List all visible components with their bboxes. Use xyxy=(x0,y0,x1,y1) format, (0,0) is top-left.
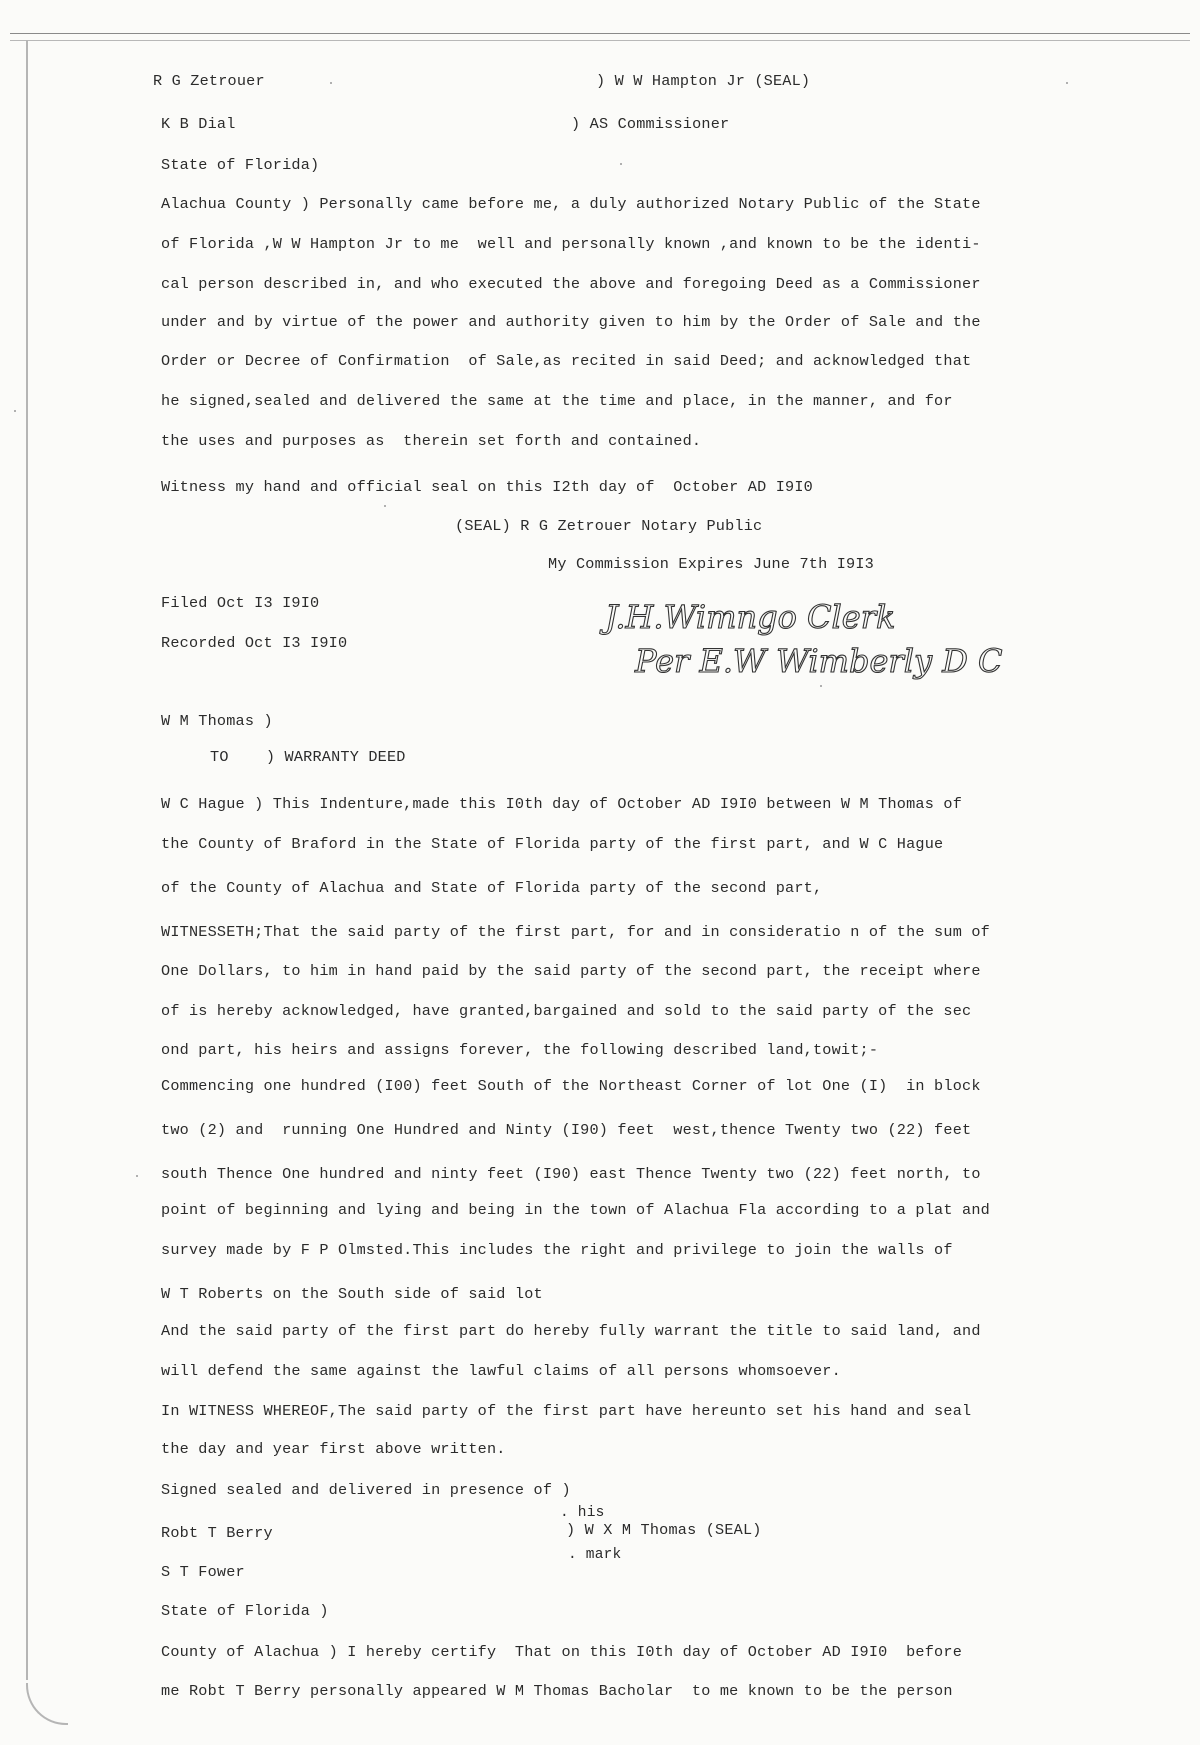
deed-witness-1: Robt T Berry xyxy=(161,1524,273,1542)
ack1-notary: (SEAL) R G Zetrouer Notary Public xyxy=(455,517,763,535)
ink-speck xyxy=(14,410,16,412)
ack1-line: the uses and purposes as therein set forth and contained. xyxy=(161,432,702,450)
deed-signed-line: Signed sealed and delivered in presence of ) xyxy=(161,1481,571,1499)
clerk-signature xyxy=(595,590,1003,690)
deed-line: WITNESSETH;That the said party of the first part, for and in consideratio n of the sum of xyxy=(161,923,990,941)
ink-speck xyxy=(820,685,822,687)
header-left-1: R G Zetrouer xyxy=(153,72,265,90)
deed-title: TO ) WARRANTY DEED xyxy=(210,748,406,766)
top-rule-secondary xyxy=(10,40,1190,41)
ack2-line: me Robt T Berry personally appeared W M Thomas Bacholar to me known to be the person xyxy=(161,1682,953,1700)
deed-line: of the County of Alachua and State of Florida party of the second part, xyxy=(161,879,823,897)
ack1-line: of Florida ,W W Hampton Jr to me well and personally known ,and known to be the identi- xyxy=(161,235,981,253)
ack1-line: under and by virtue of the power and authority given to him by the Order of Sale and the xyxy=(161,313,981,331)
deed-line: two (2) and running One Hundred and Ninty (I90) feet west,thence Twenty two (22) feet xyxy=(161,1121,972,1139)
deed-his: . his xyxy=(560,1505,605,1521)
deed-line: point of beginning and lying and being in the town of Alachua Fla according to a plat and xyxy=(161,1201,990,1219)
clerk-signature-line2: Per E.W Wimberly D C xyxy=(635,642,1003,680)
deed-line: of is hereby acknowledged, have granted,bargained and sold to the said party of the sec xyxy=(161,1002,972,1020)
ack1-line: he signed,sealed and delivered the same at the time and place, in the manner, and for xyxy=(161,392,953,410)
deed-line: W T Roberts on the South side of said lot xyxy=(161,1285,543,1303)
deed-line: Commencing one hundred (I00) feet South of the Northeast Corner of lot One (I) in block xyxy=(161,1077,981,1095)
page-left-edge xyxy=(26,40,28,1680)
deed-witness-2: S T Fower xyxy=(161,1563,245,1581)
ink-speck xyxy=(1066,82,1068,84)
deed-line: ond part, his heirs and assigns forever, the following described land,towit;- xyxy=(161,1041,879,1059)
ack1-recorded: Recorded Oct I3 I9I0 xyxy=(161,634,348,652)
deed-line: In WITNESS WHEREOF,The said party of the first part have hereunto set his hand and seal xyxy=(161,1402,972,1420)
deed-line: south Thence One hundred and ninty feet (I90) east Thence Twenty two (22) feet north, to xyxy=(161,1165,981,1183)
deed-mark: . mark xyxy=(568,1547,622,1563)
top-rule xyxy=(10,33,1190,34)
ink-speck xyxy=(620,163,622,165)
header-right-1: ) W W Hampton Jr (SEAL) xyxy=(596,72,811,90)
header-right-2: ) AS Commissioner xyxy=(571,115,730,133)
ack1-filed: Filed Oct I3 I9I0 xyxy=(161,594,320,612)
ack1-state: State of Florida) xyxy=(161,156,320,174)
page-corner xyxy=(26,1683,68,1725)
deed-line: One Dollars, to him in hand paid by the said party of the second part, the receipt where xyxy=(161,962,981,980)
deed-line: the day and year first above written. xyxy=(161,1440,506,1458)
ack1-commission: My Commission Expires June 7th I9I3 xyxy=(548,555,874,573)
deed-line: the County of Braford in the State of Florida party of the first part, and W C Hague xyxy=(161,835,944,853)
ink-speck xyxy=(330,82,332,84)
ink-speck xyxy=(384,505,386,507)
deed-grantor-signature: ) W X M Thomas (SEAL) xyxy=(566,1521,762,1539)
ack1-line: Alachua County ) Personally came before me, a duly authorized Notary Public of the State xyxy=(161,195,981,213)
deed-line: will defend the same against the lawful claims of all persons whomsoever. xyxy=(161,1362,841,1380)
deed-line: W C Hague ) This Indenture,made this I0th day of October AD I9I0 between W M Thomas of xyxy=(161,795,963,813)
deed-grantor: W M Thomas ) xyxy=(161,712,273,730)
ack1-line: Order or Decree of Confirmation of Sale,as recited in said Deed; and acknowledged that xyxy=(161,352,972,370)
ack2-state: State of Florida ) xyxy=(161,1602,329,1620)
ink-speck xyxy=(136,1175,138,1177)
deed-line: survey made by F P Olmsted.This includes the right and privilege to join the walls of xyxy=(161,1241,953,1259)
ack1-line: cal person described in, and who executed the above and foregoing Deed as a Commissioner xyxy=(161,275,981,293)
deed-line: And the said party of the first part do hereby fully warrant the title to said land, and xyxy=(161,1322,981,1340)
ack1-witness: Witness my hand and official seal on this I2th day of October AD I9I0 xyxy=(161,478,813,496)
ack2-line: County of Alachua ) I hereby certify That on this I0th day of October AD I9I0 before xyxy=(161,1643,963,1661)
clerk-signature-line1: J.H.Wimngo Clerk xyxy=(605,598,896,636)
header-left-2: K B Dial xyxy=(161,115,236,133)
